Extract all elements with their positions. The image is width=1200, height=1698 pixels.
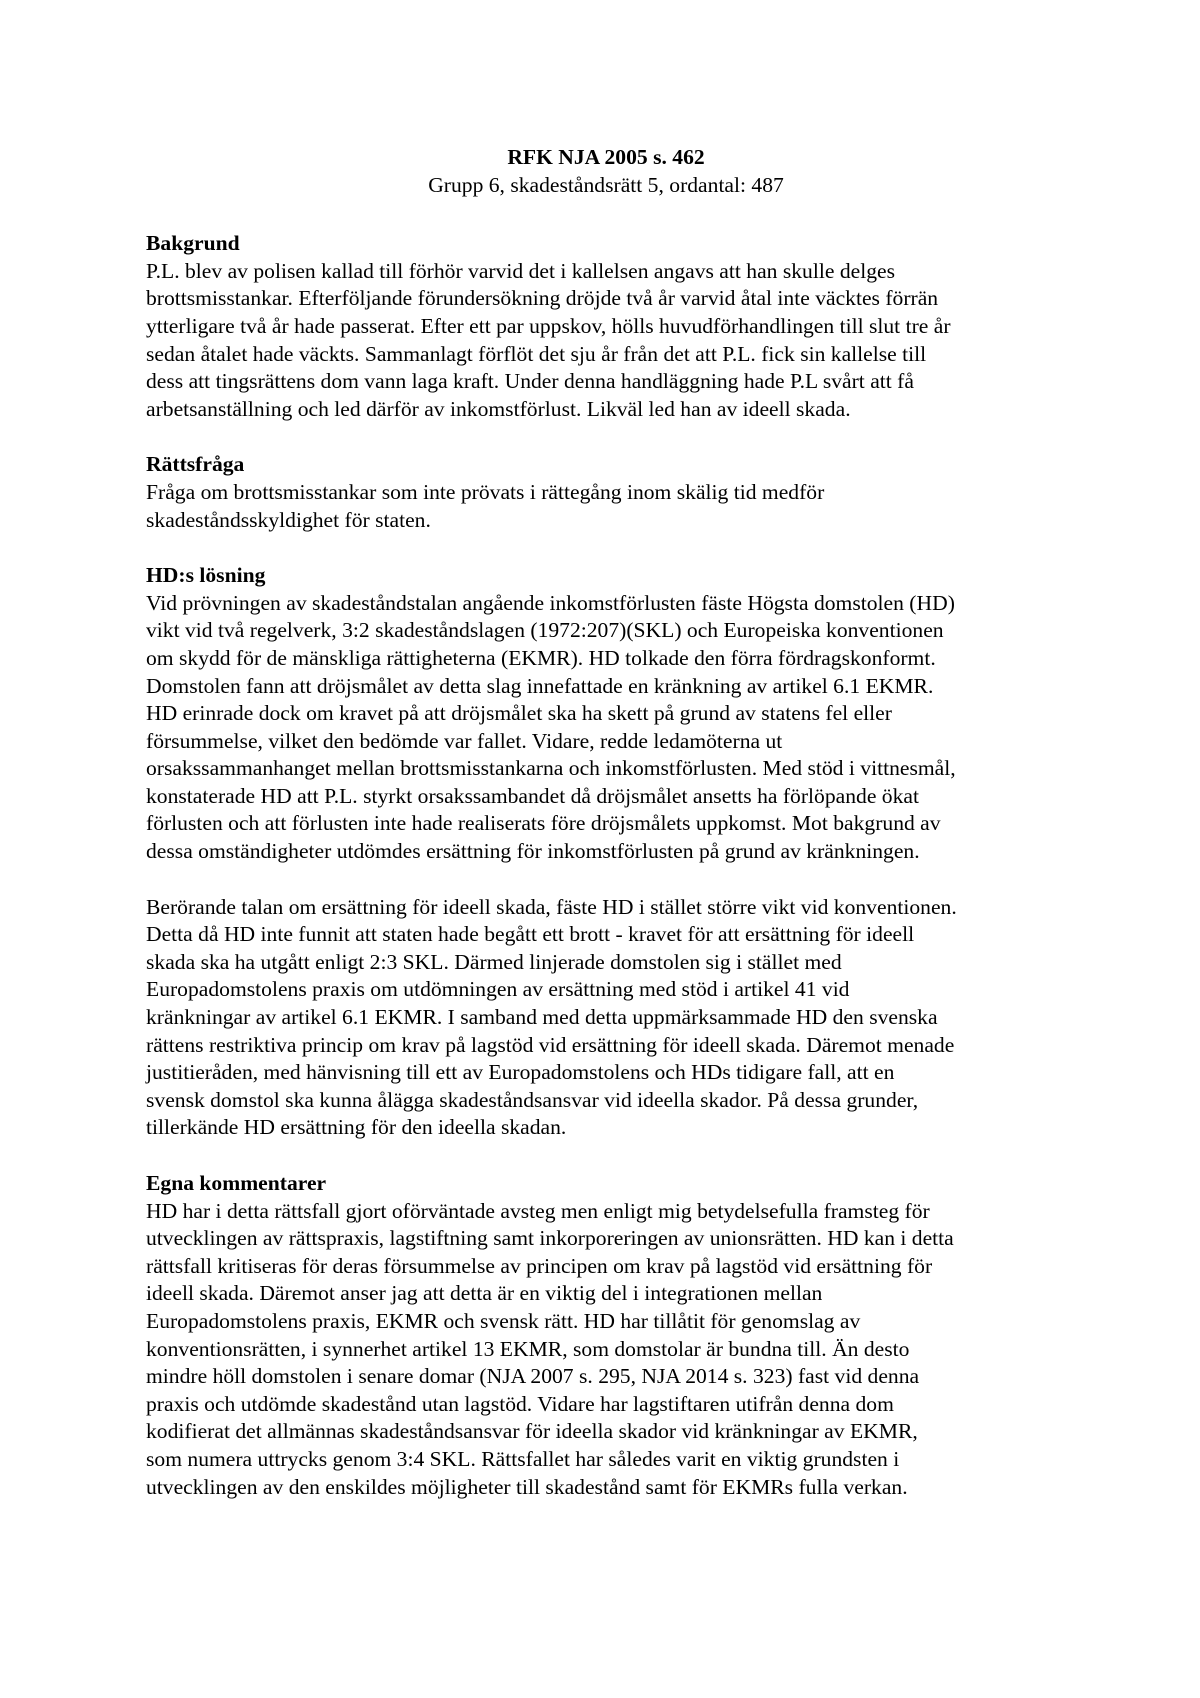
text-line: skadeståndsskyldighet för staten.: [146, 507, 431, 532]
document-subtitle: Grupp 6, skadeståndsrätt 5, ordantal: 487: [428, 172, 784, 197]
text-line: konventionsrätten, i synnerhet artikel 13 EKMR, som domstolar är bundna till. Än desto: [146, 1336, 910, 1361]
text-line: orsakssammanhanget mellan brottsmisstankarna och inkomstförlusten. Med stöd i vittnesmål,: [146, 756, 956, 781]
text-line: Europadomstolens praxis, EKMR och svensk rätt. HD har tillåtit för genomslag av: [146, 1308, 861, 1333]
text-line: förlusten och att förlusten inte hade realiserats före dröjsmålets uppkomst. Mot bakgrund av: [146, 811, 941, 836]
paragraph: [146, 258, 1066, 424]
text-line: ytterligare två år hade passerat. Efter ett par uppskov, hölls huvudförhandlingen till slut tre år: [146, 313, 951, 338]
section-bakgrund: [146, 230, 1066, 423]
text-line: vikt vid två regelverk, 3:2 skadeståndslagen (1972:207)(SKL) och Europeiska konventionen: [146, 618, 944, 643]
text-line: mindre höll domstolen i senare domar (NJA 2007 s. 295, NJA 2014 s. 323) fast vid denna: [146, 1364, 920, 1389]
section-rattsfraga: [146, 451, 1066, 534]
document-body: [146, 144, 1066, 1501]
text-line: kränkningar av artikel 6.1 EKMR. I samband med detta uppmärksammade HD den svenska: [146, 1005, 938, 1030]
spacer: [146, 866, 1066, 894]
text-line: försummelse, vilket den bedömde var fallet. Vidare, redde ledamöterna ut: [146, 728, 783, 753]
text-line: dessa omständigheter utdömdes ersättning för inkomstförlusten på grund av kränkningen.: [146, 839, 920, 864]
text-line: utvecklingen av den enskildes möjligheter till skadestånd samt för EKMRs fulla verkan.: [146, 1474, 908, 1499]
document-title: RFK NJA 2005 s. 462: [507, 145, 705, 169]
text-line: Fråga om brottsmisstankar som inte prövats i rättegång inom skälig tid medför: [146, 479, 825, 504]
section-heading: Egna kommentarer: [146, 1171, 327, 1195]
text-line: skada ska ha utgått enligt 2:3 SKL. Därmed linjerade domstolen sig i stället med: [146, 949, 842, 974]
text-line: HD erinrade dock om kravet på att dröjsmålet ska ha skett på grund av statens fel eller: [146, 701, 892, 726]
paragraph: [146, 590, 1066, 866]
text-line: arbetsanställning och led därför av inkomstförlust. Likväl led han av ideell skada.: [146, 396, 851, 421]
text-line: dess att tingsrättens dom vann laga kraft. Under denna handläggning hade P.L svårt att få: [146, 369, 914, 394]
text-line: rättens restriktiva princip om krav på lagstöd vid ersättning för ideell skada. Däremot menade: [146, 1032, 955, 1057]
text-line: Detta då HD inte funnit att staten hade begått ett brott - kravet för att ersättning för ideell: [146, 922, 915, 947]
text-line: som numera uttrycks genom 3:4 SKL. Rättsfallet har således varit en viktig grundsten i: [146, 1446, 900, 1471]
text-line: ideell skada. Däremot anser jag att detta är en viktig del i integrationen mellan: [146, 1281, 823, 1306]
spacer: [146, 423, 1066, 451]
text-line: HD har i detta rättsfall gjort oförväntade avsteg men enligt mig betydelsefulla framsteg för: [146, 1198, 930, 1223]
text-line: sedan åtalet hade väckts. Sammanlagt förflöt det sju år från det att P.L. fick sin kallelse till: [146, 341, 927, 366]
text-line: Vid prövningen av skadeståndstalan angående inkomstförlusten fäste Högsta domstolen (HD): [146, 590, 955, 615]
section-heading: Bakgrund: [146, 231, 240, 256]
text-line: Europadomstolens praxis om utdömningen av ersättning med stöd i artikel 41 vid: [146, 977, 850, 1002]
text-line: tillerkände HD ersättning för den ideella skadan.: [146, 1115, 567, 1140]
text-line: svensk domstol ska kunna ålägga skadeståndsansvar vid ideella skador. På dessa grunder,: [146, 1087, 919, 1112]
text-line: utvecklingen av rättspraxis, lagstiftning samt inkorporeringen av unionsrätten. HD kan i detta: [146, 1226, 954, 1251]
text-line: justitieråden, med hänvisning till ett av Europadomstolens och HDs tidigare fall, att en: [146, 1060, 895, 1085]
text-line: om skydd för de mänskliga rättigheterna (EKMR). HD tolkade den förra fördragskonformt.: [146, 645, 936, 670]
section-egna-kommentarer: [146, 1170, 1066, 1501]
paragraph: [146, 894, 1066, 1142]
text-line: praxis och utdömde skadestånd utan lagstöd. Vidare har lagstiftaren utifrån denna dom: [146, 1391, 894, 1416]
paragraph: [146, 1198, 1066, 1502]
section-heading: Rättsfråga: [146, 452, 245, 477]
spacer: [146, 1142, 1066, 1170]
text-line: rättsfall kritiseras för deras försummelse av principen om krav på lagstöd vid ersättning för: [146, 1253, 933, 1278]
section-hd-losning: [146, 562, 1066, 1142]
text-line: brottsmisstankar. Efterföljande förundersökning dröjde två år varvid åtal inte väcktes förrän: [146, 286, 939, 311]
paragraph: [146, 479, 1066, 534]
text-line: kodifierat det allmännas skadeståndsansvar för ideella skador vid kränkningar av EKMR,: [146, 1419, 918, 1444]
section-heading: HD:s lösning: [146, 563, 266, 588]
text-line: Domstolen fann att dröjsmålet av detta slag innefattade en kränkning av artikel 6.1 EKMR.: [146, 673, 934, 698]
text-line: Berörande talan om ersättning för ideell skada, fäste HD i stället större vikt vid konventionen.: [146, 894, 957, 919]
text-line: konstaterade HD att P.L. styrkt orsakssambandet då dröjsmålet ansetts ha förlöpande ökat: [146, 783, 919, 808]
spacer: [146, 534, 1066, 562]
text-line: P.L. blev av polisen kallad till förhör varvid det i kallelsen angavs att han skulle delges: [146, 258, 896, 283]
spacer: [146, 199, 1066, 230]
